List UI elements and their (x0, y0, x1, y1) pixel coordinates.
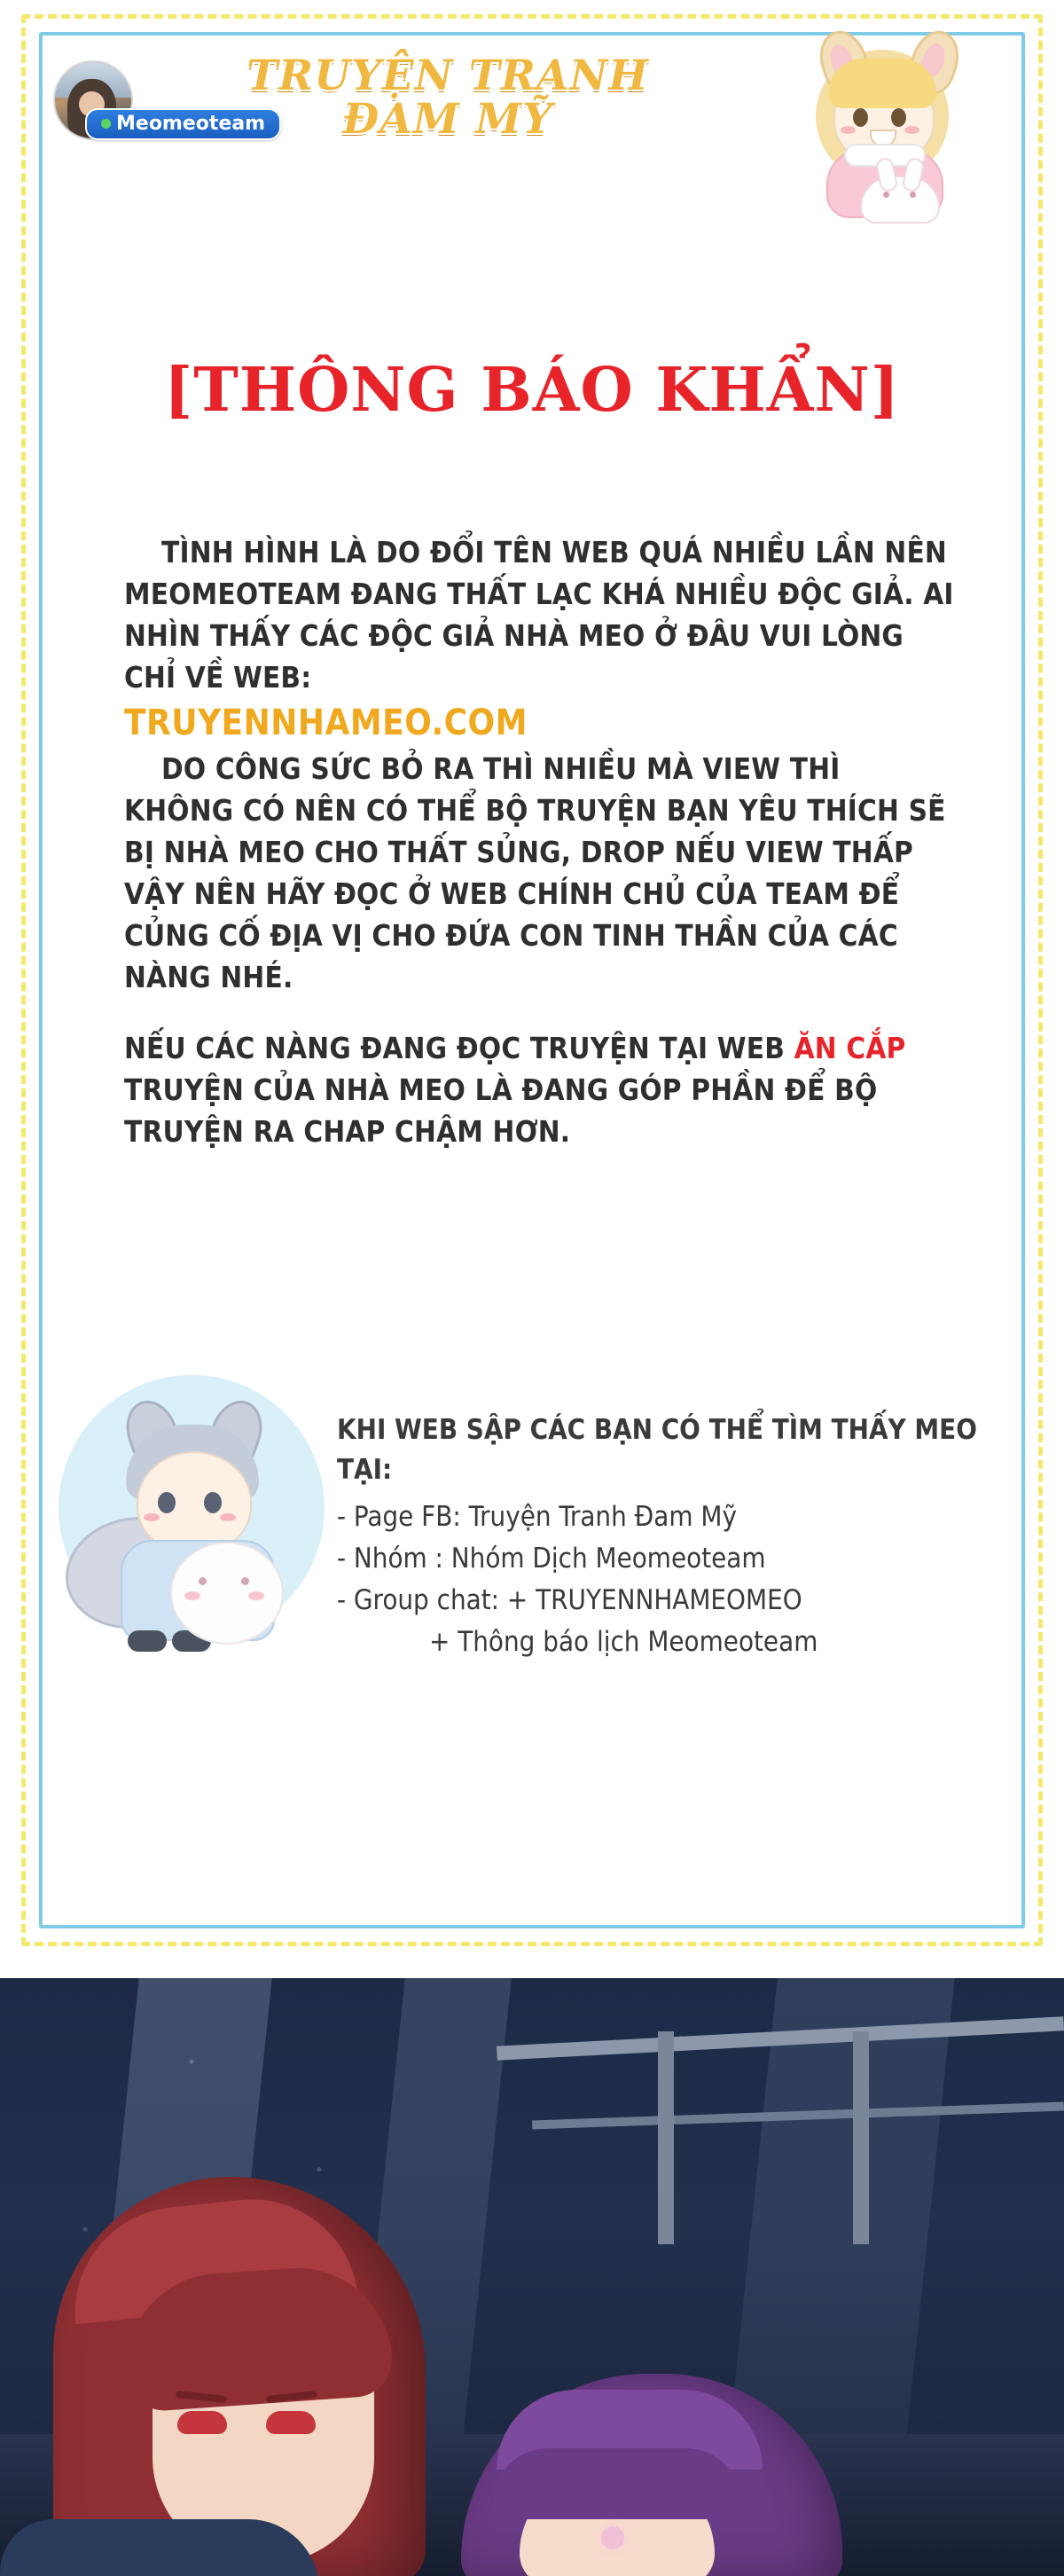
contact-line-group[interactable]: - Nhóm : Nhóm Dịch Meomeoteam (337, 1542, 766, 1575)
contact-line-groupchat[interactable]: - Group chat: + TRUYENNHAMEOMEO (337, 1583, 802, 1616)
logo-title-line2: ĐAM MỸ (342, 94, 553, 144)
red-haired-boy-shoulder (0, 2519, 319, 2576)
chibi-boy-blush-left (144, 1513, 160, 1521)
notice-title: [THÔNG BÁO KHẨN] (164, 355, 900, 426)
logo-title (213, 51, 683, 144)
website-link[interactable]: TRUYENNHAMEO.COM (124, 703, 528, 744)
chibi-boy-eye-left (158, 1492, 176, 1513)
notice-paragraph-3 (124, 1028, 958, 1153)
online-dot-icon (101, 119, 111, 129)
chibi-girl-blush-right (904, 126, 919, 134)
team-logo-header (53, 51, 692, 158)
chibi-girl-eye-left (853, 108, 868, 127)
notice-paragraph-1: TÌNH HÌNH LÀ DO ĐỔI TÊN WEB QUÁ NHIỀU LẦN NÊN MEOMEOTEAM ĐANG THẤT LẠC KHÁ NHIỀU ĐỘC GIẢ. AI NHÌN THẤY CÁC ĐỘC GIẢ NHÀ MEO Ở ĐÂU VUI LÒNG CHỈ VỀ WEB: (124, 535, 954, 695)
chibi-girl-blush-left (841, 126, 856, 134)
chibi-boy-shoe-left (128, 1630, 167, 1652)
bunny-eye-left (883, 192, 889, 198)
comic-post-2 (853, 2031, 869, 2244)
plush-eye-right (241, 1577, 249, 1585)
contact-heading: KHI WEB SẬP CÁC BẠN CÓ THỂ TÌM THẤY MEO TẠI: (337, 1414, 977, 1486)
team-badge-label: Meomeoteam (116, 113, 266, 135)
purple-haired-character-fringe (493, 2448, 741, 2519)
chibi-boy-eye-right (204, 1492, 222, 1513)
paragraph-3-text-end: TRUYỆN CỦA NHÀ MEO LÀ ĐANG GÓP PHẦN ĐỂ BỘ TRUYỆN RA CHAP CHẬM HƠN. (124, 1072, 878, 1150)
chibi-girl-eye-right (891, 108, 906, 127)
chibi-wolf-boy-illustration (59, 1375, 325, 1668)
chibi-boy-blush-right (220, 1513, 236, 1521)
chibi-girl-illustration (778, 23, 1000, 218)
purple-haired-character-hair-jewel (601, 2526, 624, 2549)
notice-body (124, 532, 958, 1153)
paragraph-spacer (124, 998, 958, 1028)
plush-eye-left (199, 1577, 207, 1585)
bunny-eye-right (910, 192, 916, 198)
red-haired-boy-eye-left (177, 2411, 227, 2434)
red-haired-boy-eye-right (266, 2411, 316, 2434)
chibi-girl-bangs (828, 59, 936, 108)
paragraph-3-text-start: NẾU CÁC NÀNG ĐANG ĐỌC TRUYỆN TẠI WEB (124, 1031, 794, 1066)
plush-cheek-right (248, 1591, 264, 1600)
logo-title-line1: TRUYỆN TRANH (246, 51, 649, 100)
paragraph-3-highlight: ĂN CẮP (794, 1031, 906, 1066)
contact-info-block (337, 1410, 993, 1664)
contact-line-facebook[interactable]: - Page FB: Truyện Tranh Đam Mỹ (337, 1500, 737, 1533)
contact-line-schedule[interactable]: + Thông báo lịch Meomeoteam (429, 1625, 818, 1658)
chibi-girl-bunny-plush (860, 176, 940, 224)
comic-panel (0, 1978, 1064, 2576)
notice-paragraph-2: DO CÔNG SỨC BỎ RA THÌ NHIỀU MÀ VIEW THÌ KHÔNG CÓ NÊN CÓ THỂ BỘ TRUYỆN BẠN YÊU THÍCH SẼ BỊ NHÀ MEO CHO THẤT SỦNG, DROP NẾU VIEW THẤP VẬY NÊN HÃY ĐỌC Ở WEB CHÍNH CHỦ CỦA TEAM ĐỂ CỦNG CỐ ĐỊA VỊ CHO ĐỨA CON TINH THẦN CỦA CÁC NÀNG NHÉ. (124, 751, 946, 994)
plush-cheek-left (184, 1591, 200, 1600)
comic-post-1 (658, 2031, 674, 2244)
chibi-boy-face (137, 1451, 252, 1554)
